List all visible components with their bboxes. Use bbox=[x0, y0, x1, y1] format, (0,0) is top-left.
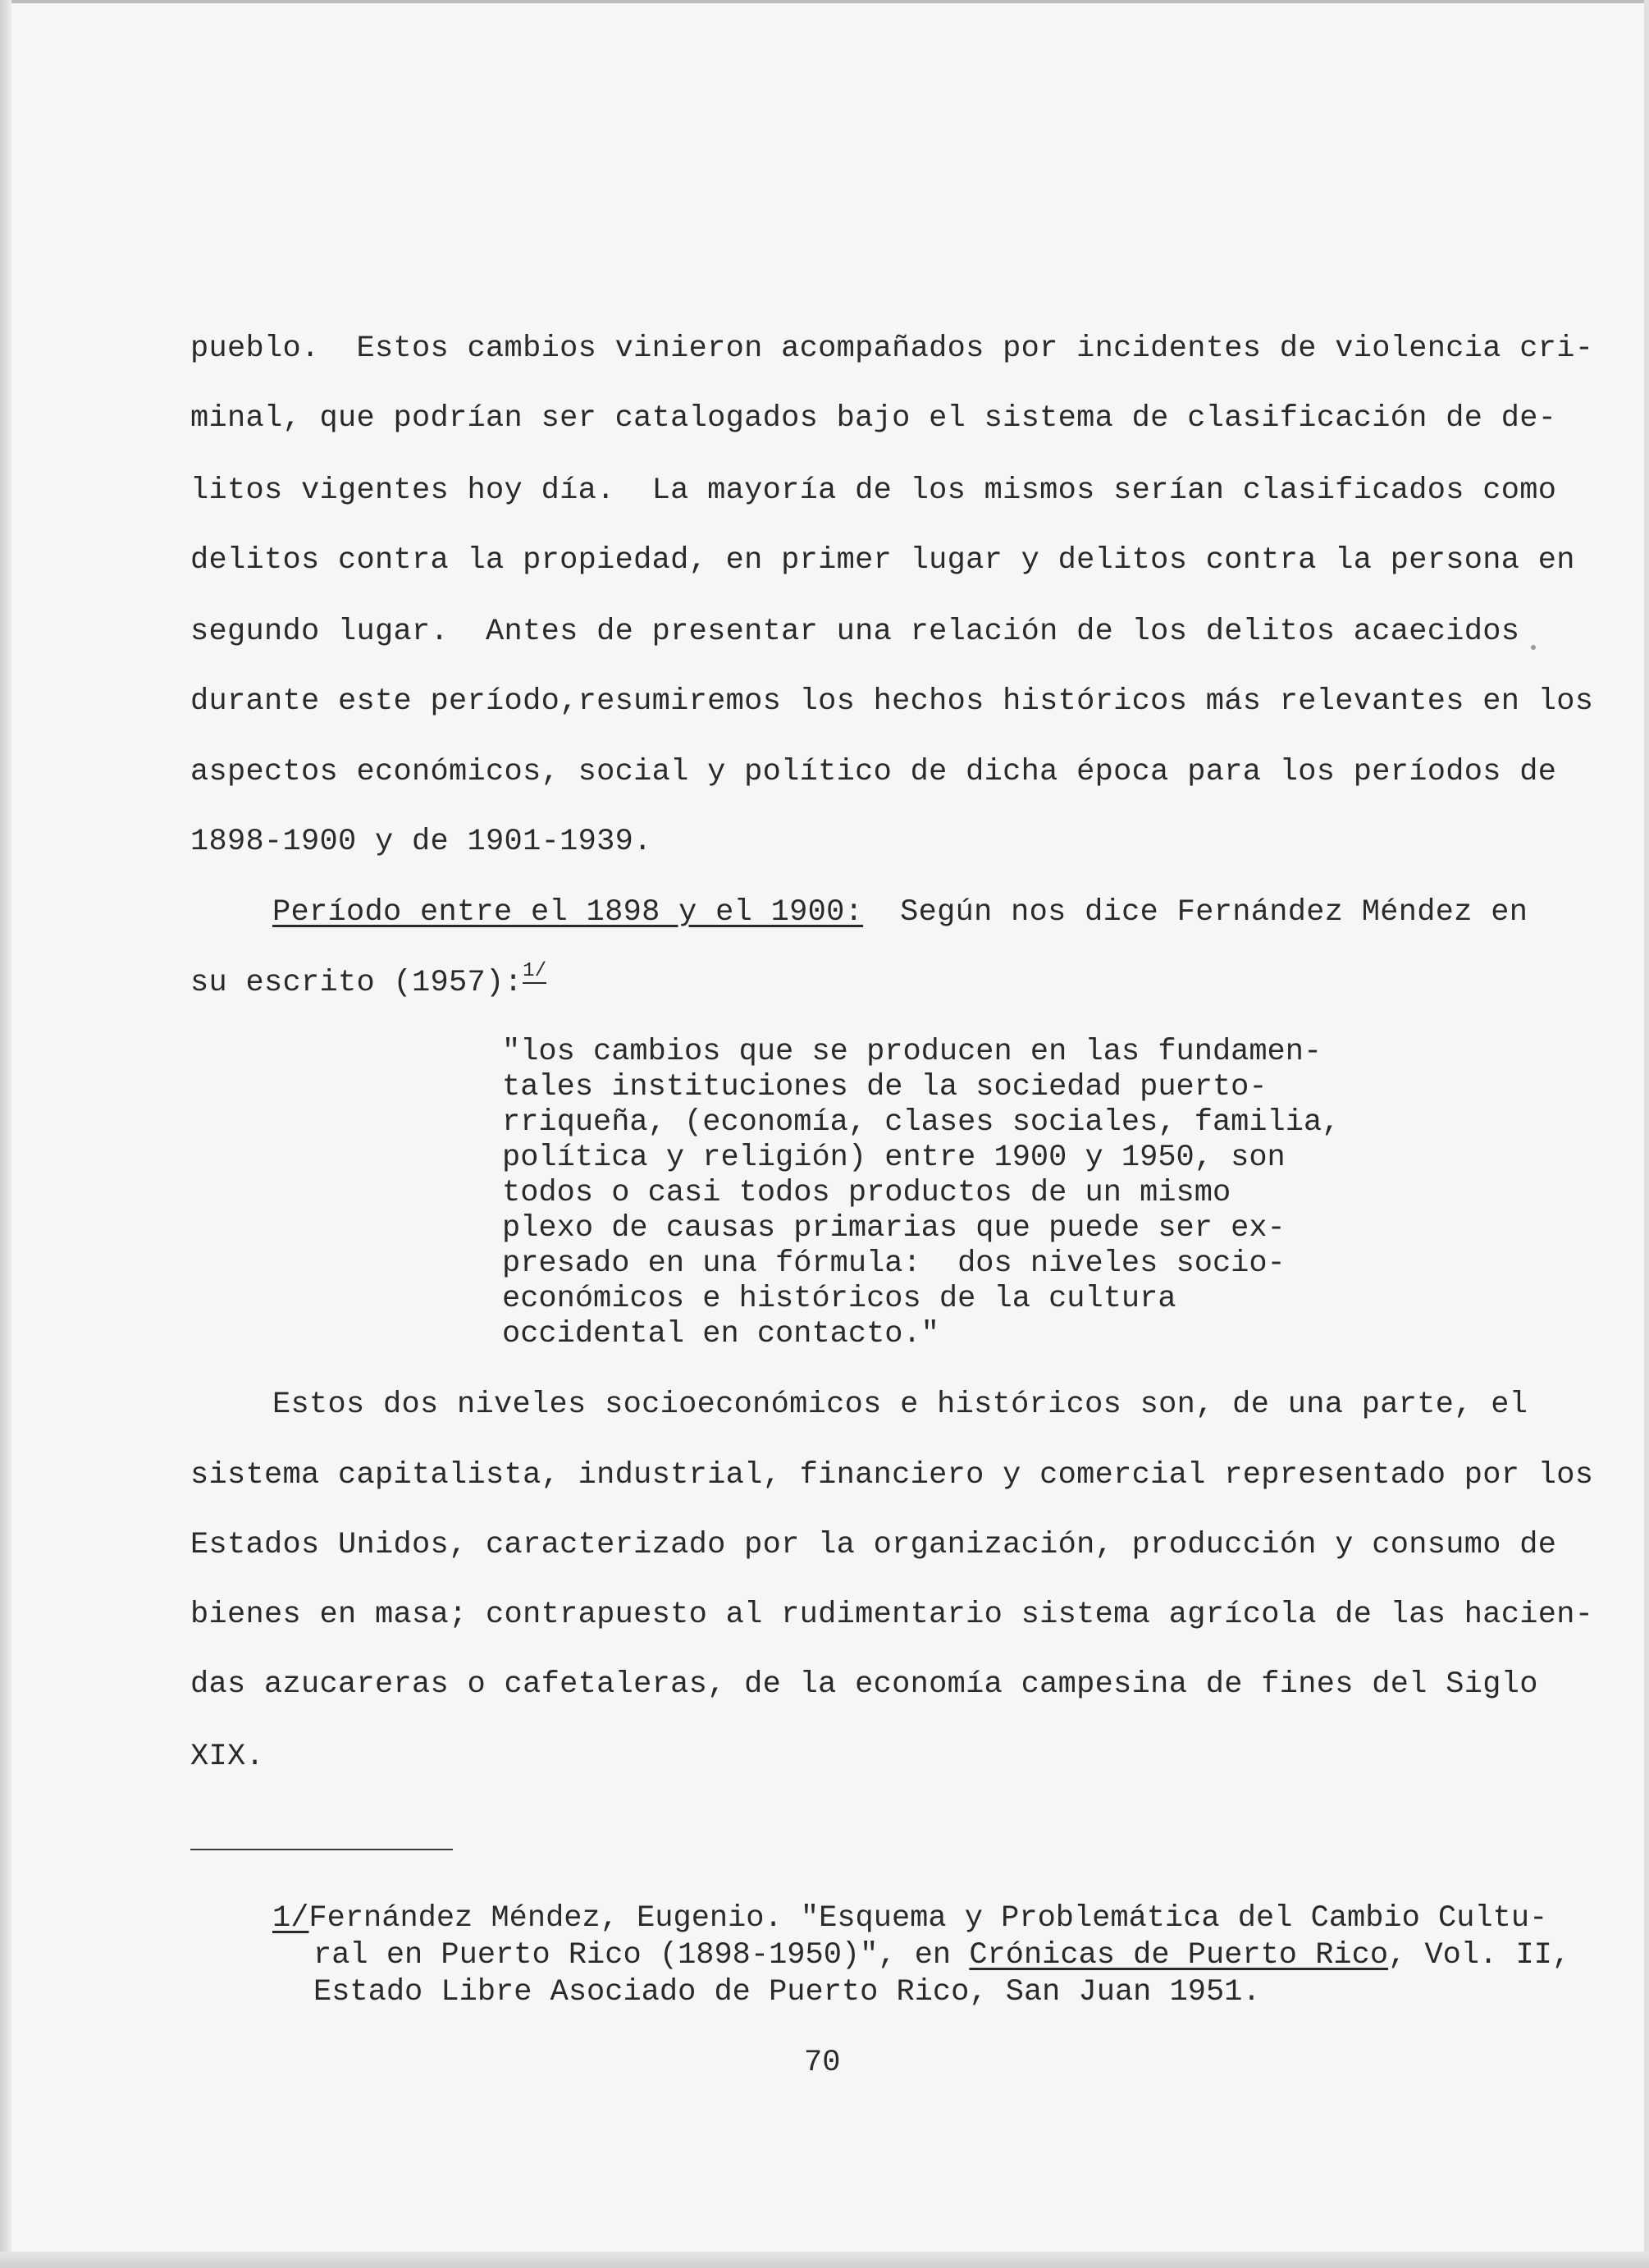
section-heading-line bbox=[272, 894, 1528, 931]
scan-speck bbox=[1531, 645, 1536, 650]
quote-line: tales instituciones de la sociedad puerto- bbox=[502, 1070, 1268, 1104]
body-line: bienes en masa; contrapuesto al rudimentario sistema agrícola de las hacien- bbox=[190, 1598, 1594, 1632]
quote-line: "los cambios que se producen en las fundamen- bbox=[502, 1035, 1322, 1069]
quote-line: presado en una fórmula: dos niveles socio- bbox=[502, 1246, 1286, 1281]
body-line: 1898-1900 y de 1901-1939. bbox=[190, 825, 652, 859]
quote-line: política y religión) entre 1900 y 1950, son bbox=[502, 1141, 1286, 1175]
section-heading-rest: Según nos dice Fernández Méndez en bbox=[863, 895, 1528, 930]
scan-edge-left bbox=[0, 0, 11, 2268]
body-line: litos vigentes hoy día. La mayoría de los mismos serían clasificados como bbox=[190, 473, 1557, 508]
body-line: pueblo. Estos cambios vinieron acompañados por incidentes de violencia cri- bbox=[190, 332, 1594, 366]
body-line: minal, que podrían ser catalogados bajo el sistema de clasificación de de- bbox=[190, 401, 1557, 436]
body-line: das azucareras o cafetaleras, de la economía campesina de fines del Siglo bbox=[190, 1667, 1538, 1702]
page-number: 70 bbox=[804, 2046, 841, 2080]
quote-line: plexo de causas primarias que puede ser ex- bbox=[502, 1211, 1286, 1246]
body-line: Estos dos niveles socioeconómicos e históricos son, de una parte, el bbox=[272, 1388, 1528, 1422]
footnote-line-3: Estado Libre Asociado de Puerto Rico, San Juan 1951. bbox=[313, 1975, 1261, 2010]
quote-line: occidental en contacto." bbox=[502, 1317, 939, 1351]
body-line: segundo lugar. Antes de presentar una relación de los delitos acaecidos bbox=[190, 615, 1520, 649]
section-heading: Período entre el 1898 y el 1900: bbox=[272, 895, 864, 930]
footnote-citation-part: ral en Puerto Rico (1898-1950)", en bbox=[313, 1938, 970, 1973]
quote-line: rriqueña, (economía, clases sociales, familia, bbox=[502, 1105, 1341, 1140]
footnote-marker: 1/ bbox=[272, 1901, 309, 1936]
body-line: delitos contra la propiedad, en primer lugar y delitos contra la persona en bbox=[190, 543, 1575, 578]
scan-edge-right bbox=[1644, 0, 1649, 2268]
body-line: aspectos económicos, social y político de dicha época para los períodos de bbox=[190, 755, 1557, 789]
footnote-line-1 bbox=[272, 1900, 1547, 1936]
scan-edge-bottom bbox=[0, 2252, 1649, 2268]
body-line: XIX. bbox=[190, 1740, 265, 1774]
scan-edge-top bbox=[0, 0, 1649, 3]
footnote-reference: 1/ bbox=[523, 960, 547, 982]
body-line: sistema capitalista, industrial, financiero y comercial representado por los bbox=[190, 1458, 1594, 1493]
footnote-citation-part: , Vol. II, bbox=[1388, 1938, 1571, 1973]
body-line: durante este período,resumiremos los hechos históricos más relevantes en los bbox=[190, 684, 1594, 719]
footnote-line-2 bbox=[313, 1937, 1570, 1973]
body-line: Estados Unidos, caracterizado por la organización, producción y consumo de bbox=[190, 1528, 1557, 1562]
section-line-2-text: su escrito (1957): bbox=[190, 966, 523, 1000]
footnote-citation: Fernández Méndez, Eugenio. "Esquema y Problemática del Cambio Cultu- bbox=[308, 1901, 1548, 1936]
quote-line: todos o casi todos productos de un mismo bbox=[502, 1176, 1231, 1210]
quote-line: económicos e históricos de la cultura bbox=[502, 1282, 1176, 1316]
section-line-2 bbox=[190, 960, 547, 1001]
footnote-separator bbox=[190, 1849, 453, 1850]
footnote-publication-title: Crónicas de Puerto Rico bbox=[969, 1938, 1389, 1973]
